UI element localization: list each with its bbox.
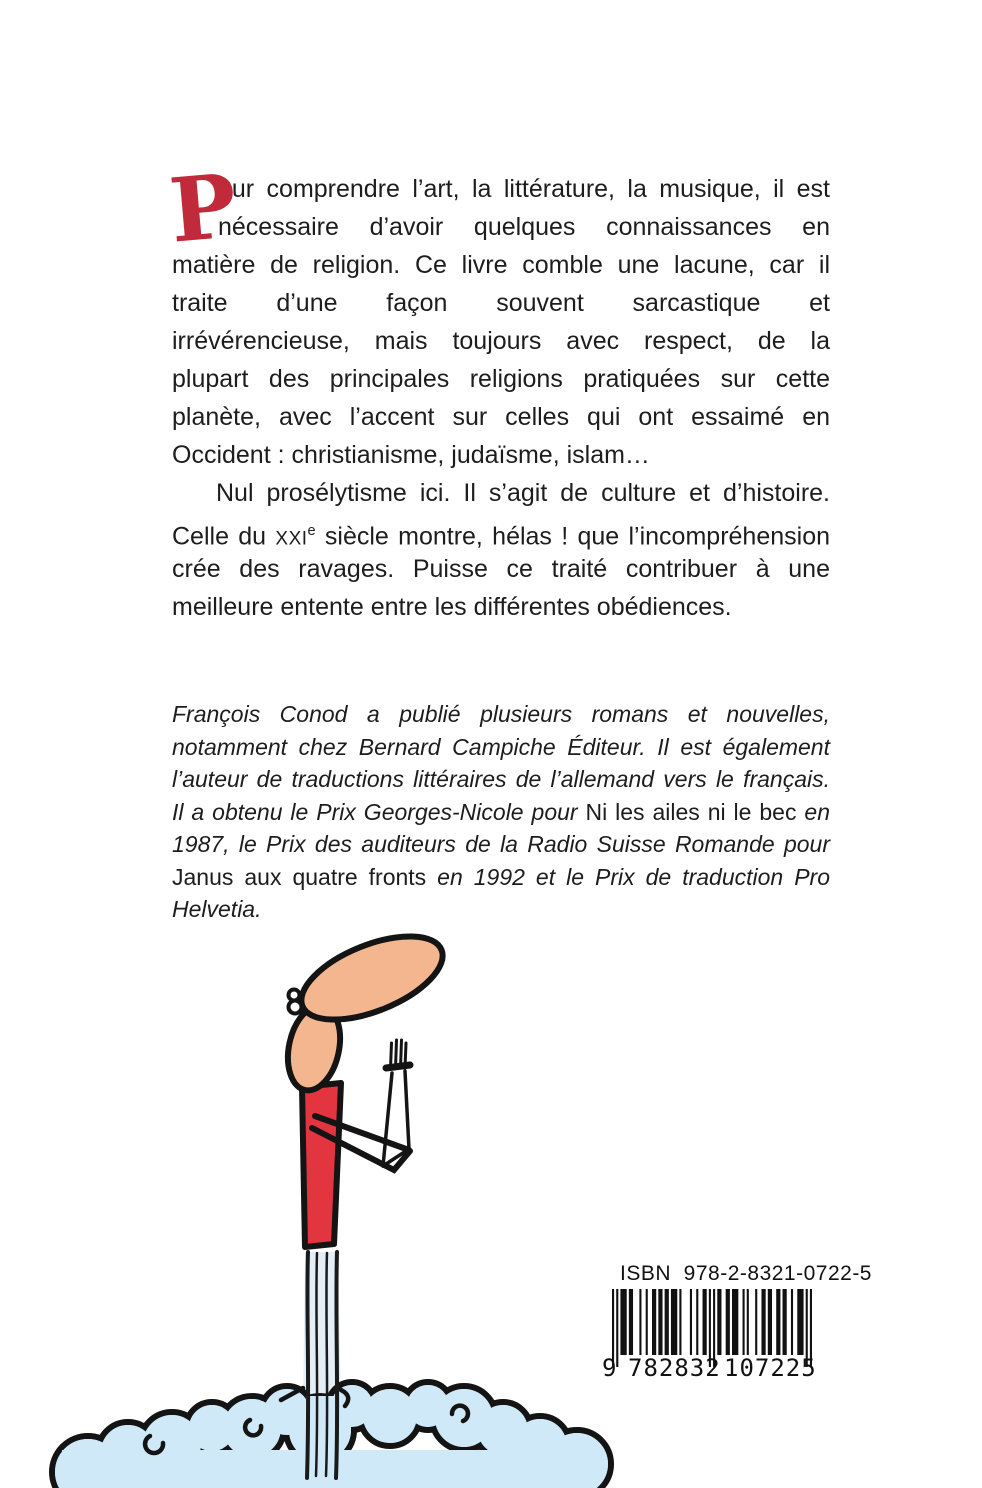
author-bio bbox=[172, 698, 830, 926]
text-line: Occident : christianisme, judaïsme, islam… bbox=[172, 441, 650, 469]
blurb-paragraph-1 bbox=[172, 170, 830, 474]
text-line: 1987, le Prix des auditeurs de la Radio Suisse Romande pour bbox=[172, 831, 830, 857]
text-line: Nul prosélytisme ici. Il s’agit de culture et d’histoire. bbox=[216, 479, 830, 507]
blurb-paragraph-2 bbox=[172, 474, 830, 626]
blurb bbox=[165, 153, 830, 626]
ean-right-group: 107225 bbox=[724, 1354, 817, 1382]
text-line: Janus aux quatre fronts en 1992 et le Prix de traduction Pro bbox=[172, 863, 830, 890]
text-line: matière de religion. Ce livre comble une lacune, car il bbox=[172, 251, 830, 279]
text-line: crée des ravages. Puisse ce traité contribuer à une bbox=[172, 555, 830, 583]
text-line: Il a obtenu le Prix Georges-Nicole pour Ni les ailes ni le bec en bbox=[172, 798, 830, 825]
text-line: traite d’une façon souvent sarcastique et bbox=[172, 289, 830, 317]
text-line: François Conod a publié plusieurs romans et nouvelles, bbox=[172, 701, 830, 727]
text-line: plupart des principales religions pratiquées sur cette bbox=[172, 365, 830, 393]
text-line: Celle du XXIe siècle montre, hélas ! que l’incompréhension bbox=[172, 522, 830, 551]
ean-digits bbox=[598, 1355, 824, 1381]
figure-body bbox=[302, 1083, 341, 1247]
dropcap-letter: P bbox=[165, 153, 241, 263]
text-line: nécessaire d’avoir quelques connaissances en bbox=[218, 213, 830, 241]
text-line: irrévérencieuse, mais toujours avec respect, de la bbox=[172, 327, 830, 355]
text-line: our comprendre l’art, la littérature, la musique, il est bbox=[218, 175, 830, 203]
water-jet-column bbox=[306, 1396, 338, 1488]
text-line: l’auteur de traductions littéraires de l’allemand vers le français. bbox=[172, 766, 830, 792]
ean-first-digit: 9 bbox=[602, 1354, 617, 1382]
text-line: Helvetia. bbox=[172, 896, 262, 922]
text-line: planète, avec l’accent sur celles qui ont essaimé en bbox=[172, 403, 830, 431]
isbn-block bbox=[598, 1262, 872, 1382]
text-line: notamment chez Bernard Campiche Éditeur. Il est également bbox=[172, 733, 830, 760]
glasses-icon bbox=[289, 990, 302, 1014]
ean-left-group: 782832 bbox=[628, 1354, 721, 1382]
text-line: meilleure entente entre les différentes obédiences. bbox=[172, 593, 732, 621]
isbn-label: ISBN 978-2-8321-0722-5 bbox=[620, 1262, 872, 1285]
figure-head bbox=[290, 919, 454, 1036]
